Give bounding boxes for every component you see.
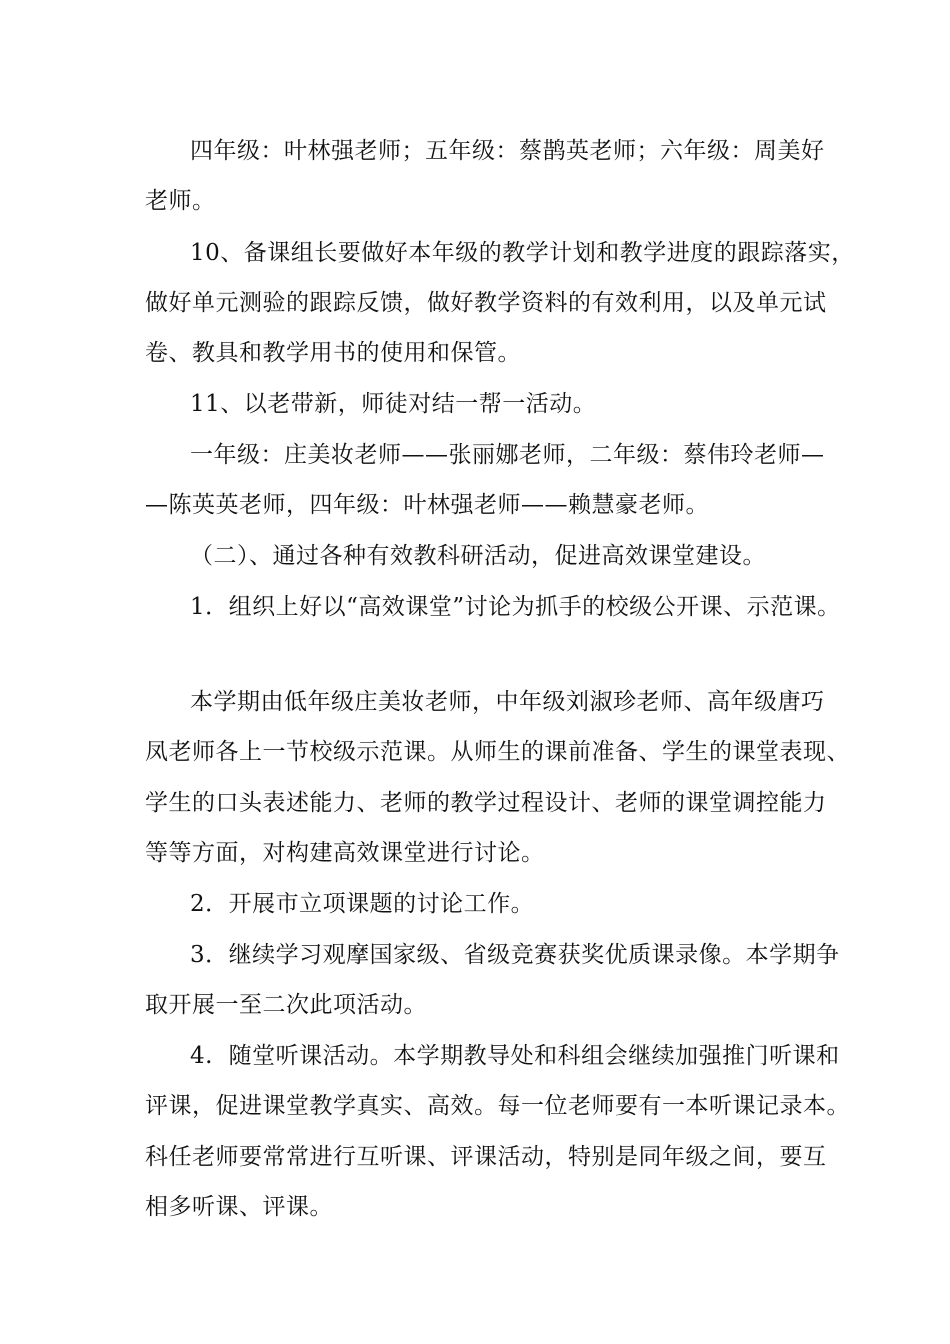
paragraph-line: 卷、教具和教学用书的使用和保管。: [145, 340, 521, 366]
paragraph-line: 4. 随堂听课活动。本学期教导处和科组会继续加强推门听课和: [190, 1043, 840, 1069]
section-heading: （二）、通过各种有效教科研活动，促进高效课堂建设。: [190, 543, 766, 569]
paragraph-line: 1．组织上好以“高效课堂”讨论为抓手的校级公开课、示范课。: [190, 594, 841, 620]
paragraph-line: 四年级：叶林强老师；五年级：蔡鹊英老师；六年级：周美好: [190, 138, 825, 164]
paragraph-line: 2．开展市立项课题的讨论工作。: [190, 891, 535, 917]
paragraph-line: 等等方面，对构建高效课堂进行讨论。: [145, 840, 545, 866]
paragraph-line: 学生的口头表述能力、老师的教学过程设计、老师的课堂调控能力: [145, 790, 827, 816]
paragraph-line: 做好单元测验的跟踪反馈，做好教学资料的有效利用，以及单元试: [145, 290, 827, 316]
paragraph-line: 评课，促进课堂教学真实、高效。每一位老师要有一本听课记录本。: [145, 1093, 850, 1119]
paragraph-line: 相多听课、评课。: [145, 1194, 333, 1220]
paragraph-line: 一年级：庄美妆老师——张丽娜老师，二年级：蔡伟玲老师—: [190, 442, 825, 468]
paragraph-line: 11、以老带新，师徒对结一帮一活动。: [190, 391, 597, 417]
paragraph-line: 本学期由低年级庄美妆老师，中年级刘淑珍老师、高年级唐巧: [190, 689, 825, 715]
paragraph-line: —陈英英老师，四年级：叶林强老师——赖慧豪老师。: [145, 492, 709, 518]
paragraph-line: 凤老师各上一节校级示范课。从师生的课前准备、学生的课堂表现、: [145, 739, 850, 765]
paragraph-line: 10、备课组长要做好本年级的教学计划和教学进度的跟踪落实，: [190, 240, 855, 266]
paragraph-line: 3．继续学习观摩国家级、省级竞赛获奖优质课录像。本学期争: [190, 942, 840, 968]
paragraph-line: 取开展一至二次此项活动。: [145, 992, 427, 1018]
paragraph-line: 老师。: [145, 188, 216, 214]
paragraph-line: 科任老师要常常进行互听课、评课活动，特别是同年级之间，要互: [145, 1144, 827, 1170]
